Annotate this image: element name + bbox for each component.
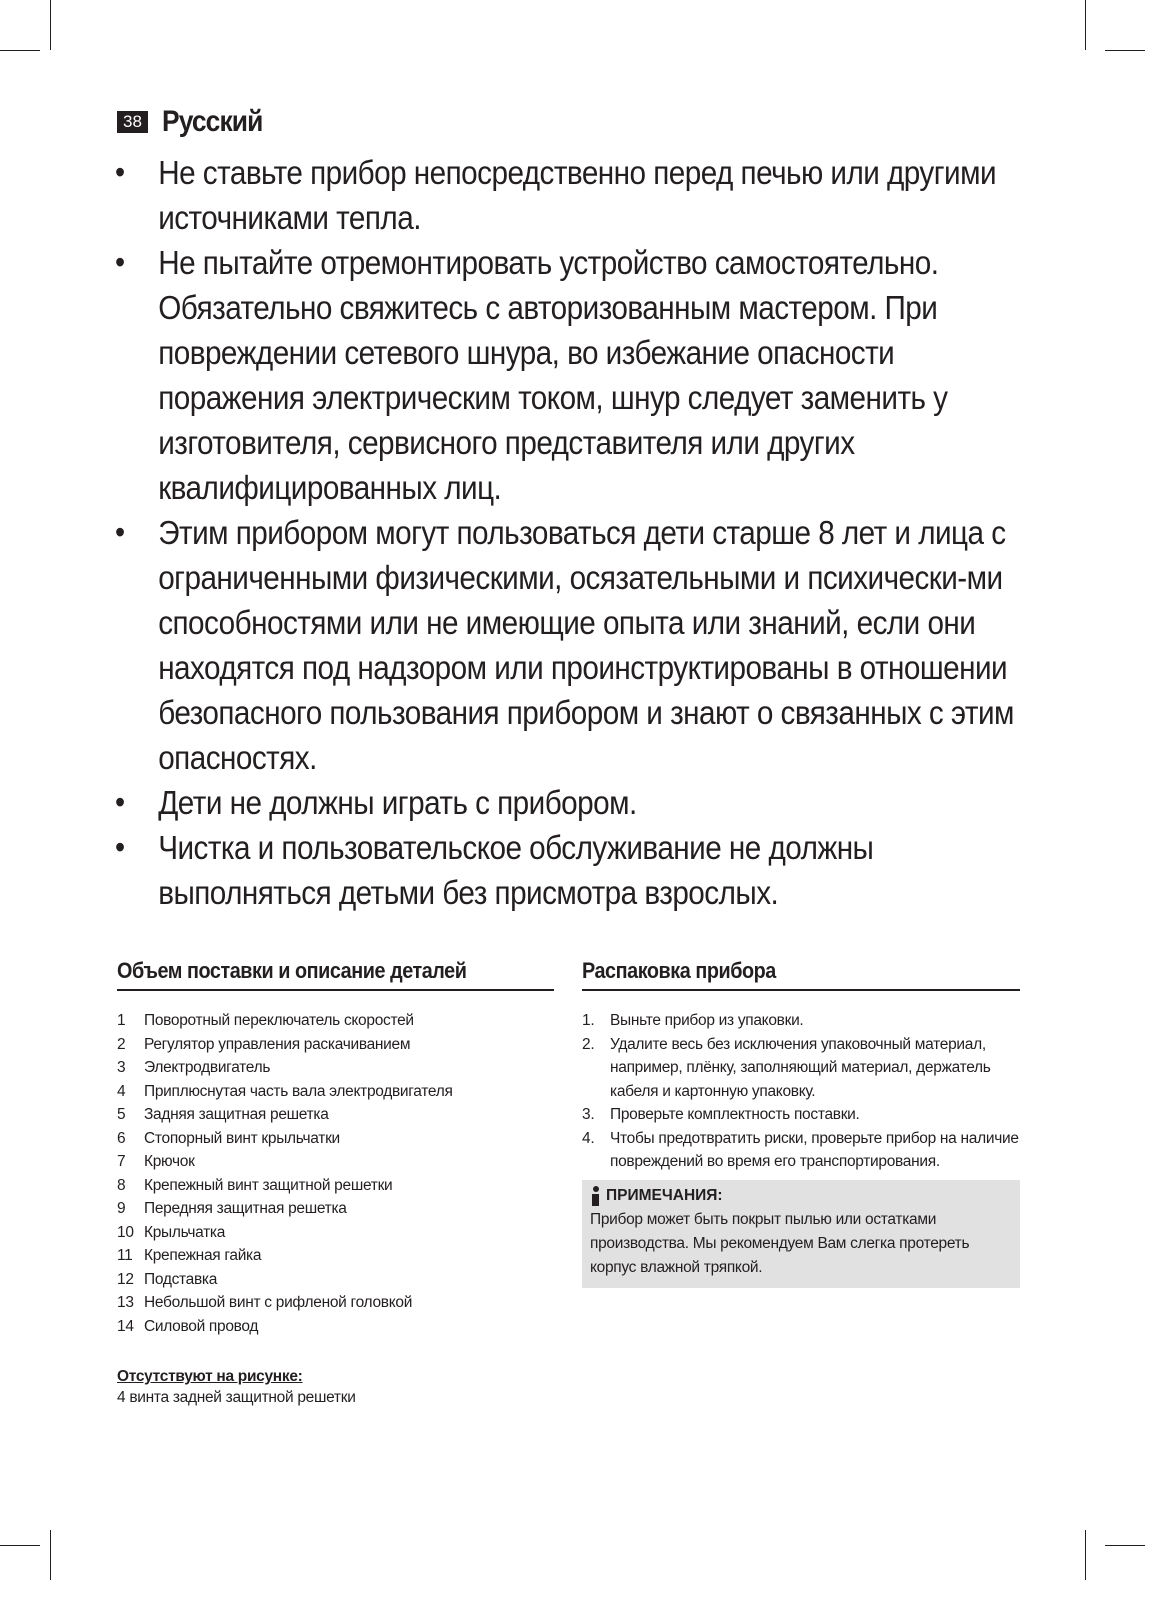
page-number: 38 xyxy=(117,111,148,133)
crop-mark xyxy=(1085,1530,1086,1580)
item-number: 9 xyxy=(117,1200,126,1217)
list-item xyxy=(117,1080,554,1104)
step-text: Удалите весь без исключения упаковочный материал, например, плёнку, заполняющий материал, держатель кабеля и картонную упаковку. xyxy=(610,1035,991,1100)
item-number: 7 xyxy=(117,1153,126,1170)
item-number: 8 xyxy=(117,1176,126,1194)
step-number: 1. xyxy=(582,1012,595,1029)
item-text: Крыльчатка xyxy=(144,1223,226,1241)
item-text: Крепежная гайка xyxy=(144,1247,262,1264)
bullet-item: • Не ставьте прибор непосредственно перед печью или другими источниками тепла. xyxy=(115,150,1040,240)
list-item xyxy=(582,1103,1020,1127)
list-item xyxy=(117,1315,554,1339)
list-item xyxy=(117,1291,554,1315)
list-item xyxy=(117,1150,554,1174)
item-number: 5 xyxy=(117,1106,126,1123)
crop-mark xyxy=(0,1545,40,1546)
note-text: Прибор может быть покрыт пылью или остатками производства. Мы рекомендуем Вам слегка протереть корпус влажной тряпкой. xyxy=(590,1210,970,1276)
section-title xyxy=(582,958,1020,991)
item-text: Крепежный винт защитной решетки xyxy=(144,1176,393,1194)
crop-mark xyxy=(0,50,40,51)
note-title: ПРИМЕЧАНИЯ: xyxy=(606,1186,723,1204)
section-title xyxy=(117,958,554,991)
item-text: Поворотный переключатель скоростей xyxy=(144,1012,414,1029)
bullet-item: • Этим прибором могут пользоваться дети старше 8 лет и лица с ограниченными физическими, осязательными и психически-ми способностями или не имеющие опыта или знаний, если они находятся под надзором или проинструктированы в отношении безопасного пользования прибором и знают о связанных с этим опасностях. xyxy=(115,510,1040,780)
list-item xyxy=(117,1244,554,1268)
item-number: 12 xyxy=(117,1270,134,1288)
parts-section xyxy=(117,958,554,1409)
list-item xyxy=(117,1127,554,1151)
list-item xyxy=(117,1103,554,1127)
step-number: 2. xyxy=(582,1035,595,1053)
item-text: Подставка xyxy=(144,1270,218,1288)
list-item xyxy=(117,1221,554,1245)
crop-mark xyxy=(1105,1545,1145,1546)
list-item xyxy=(117,1009,554,1033)
list-item xyxy=(582,1009,1020,1033)
step-text: Проверьте комплектность поставки. xyxy=(610,1106,860,1123)
item-text: Электродвигатель xyxy=(144,1059,271,1076)
item-number: 6 xyxy=(117,1129,126,1147)
item-number: 13 xyxy=(117,1294,134,1311)
item-text: Небольшой винт с рифленой головкой xyxy=(144,1294,413,1311)
item-text: Задняя защитная решетка xyxy=(144,1106,329,1123)
bullet-item: • Чистка и пользовательское обслуживание не должны выполняться детьми без присмотра взрослых. xyxy=(115,825,1040,915)
list-item xyxy=(117,1033,554,1057)
item-number: 10 xyxy=(117,1223,134,1241)
item-number: 4 xyxy=(117,1082,126,1100)
item-number: 1 xyxy=(117,1012,126,1029)
info-icon xyxy=(590,1186,601,1206)
item-number: 14 xyxy=(117,1317,134,1335)
bullet-item: • Не пытайте отремонтировать устройство самостоятельно. Обязательно свяжитесь с авторизованным мастером. При повреждении сетевого шнура, во избежание опасности поражения электрическим током, шнур следует заменить у изготовителя, сервисного представителя или других квалифицированных лиц. xyxy=(115,240,1040,510)
unpack-steps xyxy=(582,1009,1020,1174)
bullet-item: • Дети не должны играть с прибором. xyxy=(115,780,1040,825)
section-title-text: Объем поставки и описание деталей xyxy=(117,958,467,983)
page-header xyxy=(117,104,276,140)
section-title-text: Распаковка прибора xyxy=(582,958,776,983)
item-number: 2 xyxy=(117,1035,126,1053)
item-number: 11 xyxy=(117,1247,133,1264)
item-text: Регулятор управления раскачиванием xyxy=(144,1035,411,1053)
step-text: Чтобы предотвратить риски, проверьте прибор на наличие повреждений во время его транспортирования. xyxy=(610,1129,1019,1170)
item-text: Стопорный винт крыльчатки xyxy=(144,1129,340,1147)
list-item xyxy=(582,1033,1020,1104)
list-item xyxy=(117,1268,554,1292)
item-text: Силовой провод xyxy=(144,1317,259,1335)
safety-bullet-list xyxy=(115,150,1115,915)
item-number: 3 xyxy=(117,1059,126,1076)
list-item xyxy=(117,1197,554,1221)
note-box xyxy=(582,1180,1020,1288)
item-text: Передняя защитная решетка xyxy=(144,1200,347,1217)
item-text: Приплюснутая часть вала электродвигателя xyxy=(144,1082,453,1100)
step-number: 3. xyxy=(582,1106,595,1123)
step-number: 4. xyxy=(582,1129,595,1147)
list-item xyxy=(117,1174,554,1198)
parts-list xyxy=(117,1009,554,1338)
unpack-section xyxy=(582,958,1020,1288)
note-header xyxy=(590,1186,1012,1206)
missing-parts-text: 4 винта задней защитной решетки xyxy=(117,1389,356,1406)
list-item xyxy=(582,1127,1020,1174)
crop-mark xyxy=(1085,0,1086,50)
list-item xyxy=(117,1056,554,1080)
crop-mark xyxy=(50,1530,51,1580)
step-text: Выньте прибор из упаковки. xyxy=(610,1012,804,1029)
language-title: Русский xyxy=(161,105,263,138)
item-text: Крючок xyxy=(144,1153,195,1170)
crop-mark xyxy=(1105,50,1145,51)
crop-mark xyxy=(50,0,51,50)
missing-parts-title: Отсутствуют на рисунке: xyxy=(117,1368,303,1385)
